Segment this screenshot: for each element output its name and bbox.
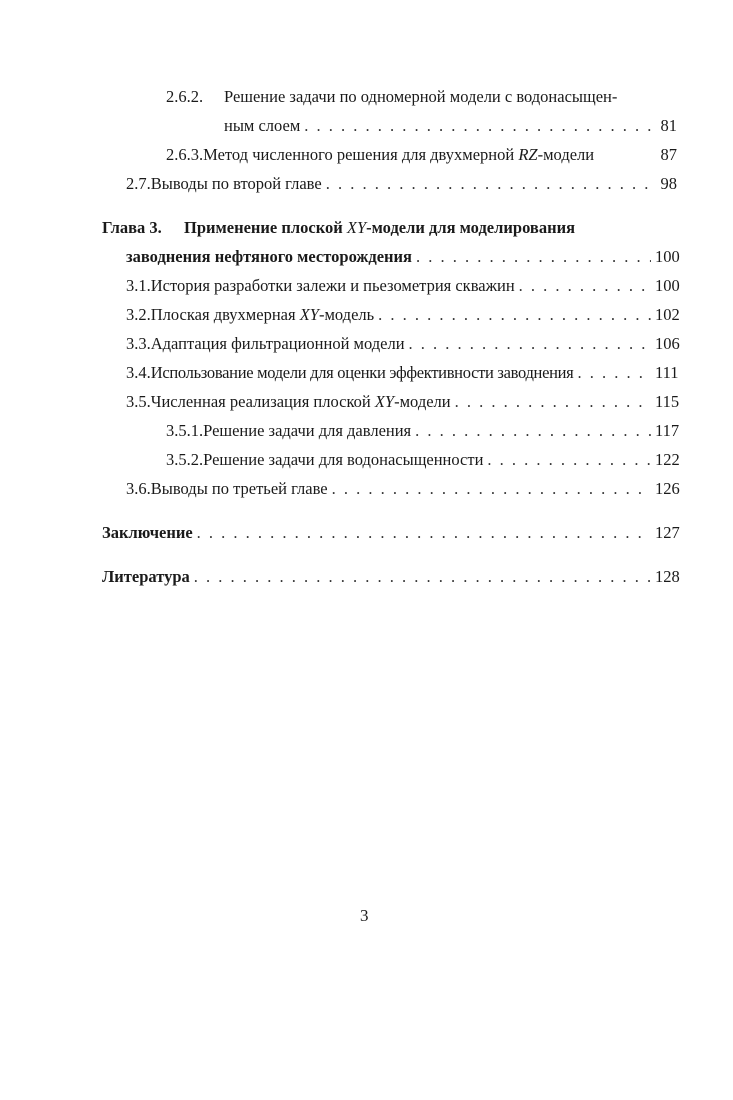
chapter-title-post: -модели для моделирования [366,218,576,237]
entry-title-math: XY [299,305,319,324]
toc-entry-references[interactable] [102,567,680,587]
entry-page: 100 [655,247,680,266]
leader-dots [194,567,651,587]
leader-dots [487,450,651,470]
entry-number: 2.6.3. [166,145,204,164]
page-number: 3 [360,906,369,925]
toc-chapter-3[interactable] [102,218,677,238]
entry-title [151,305,374,325]
toc-entry-3-2[interactable] [126,305,680,325]
entry-title-math: XY [374,392,395,411]
leader-dots [304,116,651,136]
toc-entry-2-7[interactable] [126,174,677,194]
entry-number: 3.3. [126,334,151,353]
entry-page: 87 [660,145,677,164]
toc-entry-3-5[interactable] [126,392,680,412]
leader-dots [415,421,651,441]
entry-number: 3.5.1. [166,421,204,440]
entry-title: Выводы по третьей главе [150,479,328,498]
leader-dots [577,363,651,383]
entry-title-math: RZ [518,145,538,164]
entry-title: Решение задачи по одномерной модели с водонасыщен- [224,87,618,106]
leader-dots [409,334,651,354]
chapter-title [184,218,575,238]
leader-dots [455,392,651,412]
entry-page: 117 [655,421,680,440]
entry-page: 122 [655,450,680,469]
leader-dots [326,174,651,194]
toc-entry-2-6-2[interactable] [166,87,676,107]
entry-number: 3.5.2. [166,450,204,469]
toc-entry-3-1[interactable] [126,276,680,296]
toc-entry-2-6-3[interactable] [166,145,677,165]
entry-title: История разработки залежи и пьезометрия скважин [150,276,515,295]
toc-entry-conclusion[interactable] [102,523,680,543]
leader-dots [519,276,651,296]
entry-title-pre: Плоская двухмерная [150,305,300,324]
entry-title: Использование модели для оценки эффективности заводнения [150,363,574,382]
entry-title: Адаптация фильтрационной модели [150,334,405,353]
leader-dots [416,247,651,267]
entry-title: Литература [102,567,190,586]
entry-title: Решение задачи для давления [203,421,412,440]
entry-number: 2.6.2. [166,87,204,106]
entry-title-post: -модель [318,305,375,324]
entry-title-post: -модели [394,392,451,411]
chapter-title-pre: Применение плоской [184,218,347,237]
toc-entry-3-5-1[interactable] [166,421,680,441]
leader-dots [332,479,651,499]
entry-number: 3.1. [126,276,151,295]
chapter-title-math: XY [346,218,367,237]
entry-number: 3.5. [126,392,151,411]
entry-page: 126 [655,479,680,498]
entry-title-cont: ным слоем [224,116,301,135]
entry-title: Заключение [102,523,193,542]
toc-entry-2-6-2-cont[interactable] [224,116,677,136]
entry-page: 128 [655,567,680,586]
entry-title: Выводы по второй главе [150,174,322,193]
toc-entry-3-4[interactable] [126,363,677,383]
entry-page: 127 [655,523,680,542]
entry-title [203,145,594,165]
entry-page: 106 [655,334,680,353]
toc-chapter-3-cont[interactable] [126,247,680,267]
entry-page: 81 [660,116,677,135]
leader-dots [378,305,651,325]
entry-title-pre: Численная реализация плоской [150,392,375,411]
entry-number: 3.4. [126,363,151,382]
entry-number: 3.6. [126,479,151,498]
entry-title [151,392,451,412]
toc-entry-3-5-2[interactable] [166,450,680,470]
chapter-number: Глава 3. [102,218,162,237]
entry-number: 2.7. [126,174,151,193]
entry-page: 115 [655,392,680,411]
entry-number: 3.2. [126,305,151,324]
entry-page: 111 [655,363,679,382]
toc-entry-3-6[interactable] [126,479,680,499]
leader-dots [197,523,651,543]
entry-title-pre: Метод численного решения для двухмерной [203,145,519,164]
entry-page: 98 [660,174,677,193]
entry-title-post: -модели [537,145,595,164]
entry-page: 100 [655,276,680,295]
toc-entry-3-3[interactable] [126,334,680,354]
chapter-title-cont: заводнения нефтяного месторождения [126,247,412,266]
entry-page: 102 [655,305,680,324]
entry-title: Решение задачи для водонасыщенности [203,450,484,469]
